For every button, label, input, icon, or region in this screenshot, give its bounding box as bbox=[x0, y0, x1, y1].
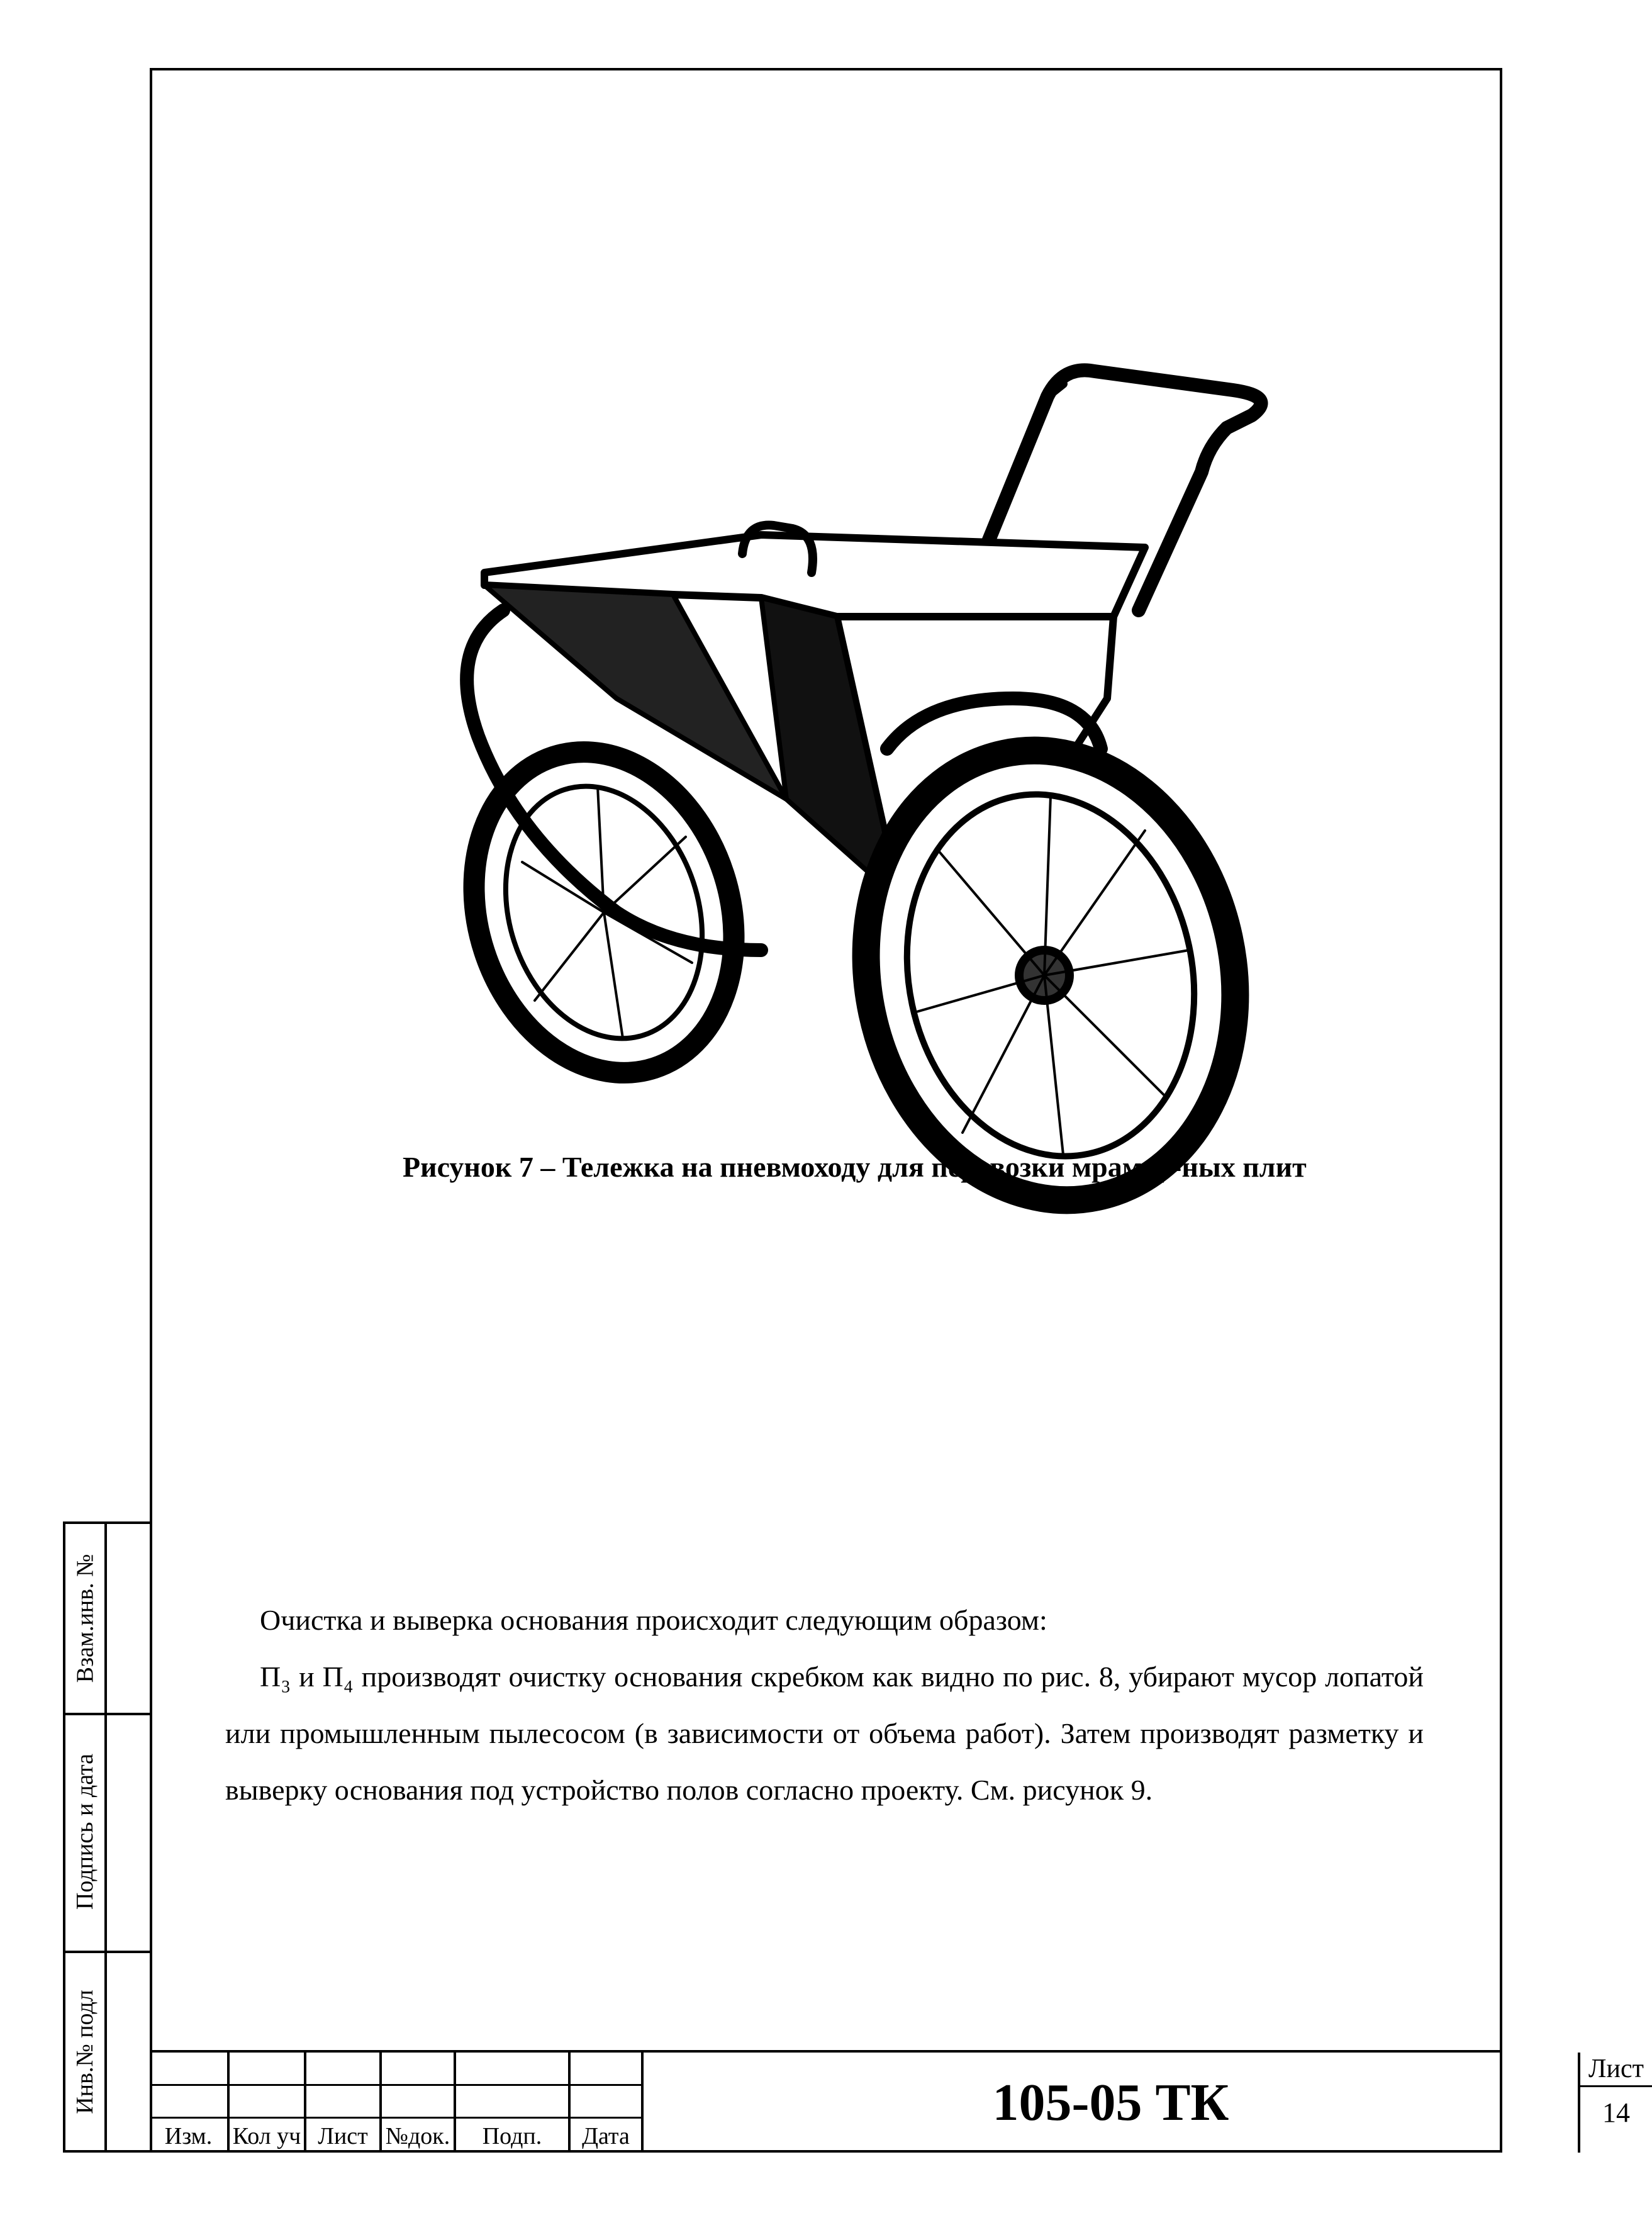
title-block bbox=[150, 2050, 1644, 2153]
col-data: Дата bbox=[582, 2123, 630, 2149]
cart-illustration bbox=[409, 346, 1290, 1139]
side-label-signature: Подпись и дата bbox=[72, 1753, 99, 1910]
col-ndok: №док. bbox=[385, 2123, 450, 2149]
figure-caption: Рисунок 7 – Тележка на пневмоходу для перевозки мрамор-ных плит bbox=[403, 1151, 1307, 1183]
side-label-inventory: Инв.№ подл bbox=[72, 1989, 99, 2114]
sheet-number: 14 bbox=[1602, 2097, 1630, 2128]
body-text bbox=[225, 1592, 1424, 1818]
sheet-box bbox=[1578, 2053, 1652, 2153]
col-podp: Подп. bbox=[482, 2123, 542, 2149]
sheet-label: Лист bbox=[1580, 2054, 1652, 2087]
col-izm: Изм. bbox=[164, 2123, 213, 2149]
paragraph-2: П₃ и П₄ производят очистку основания скребком как видно по рис. 8, убирают мусор лопатой или промышленным пылесосом (в зависимости от объема работ). Затем производят разметку и выверку основания под устройство полов согласно проекту. См. рисунок 9. bbox=[225, 1661, 1424, 1806]
revision-table bbox=[150, 2053, 644, 2153]
paragraph-1: Очистка и выверка основания происходит следующим образом: bbox=[260, 1604, 1047, 1636]
col-list: Лист bbox=[318, 2123, 368, 2149]
col-kol-uch: Кол уч bbox=[232, 2123, 301, 2149]
side-stamp bbox=[63, 1521, 152, 2153]
side-label-replacement: Взам.инв. № bbox=[72, 1554, 99, 1683]
document-code: 105-05 ТК bbox=[992, 2073, 1229, 2132]
